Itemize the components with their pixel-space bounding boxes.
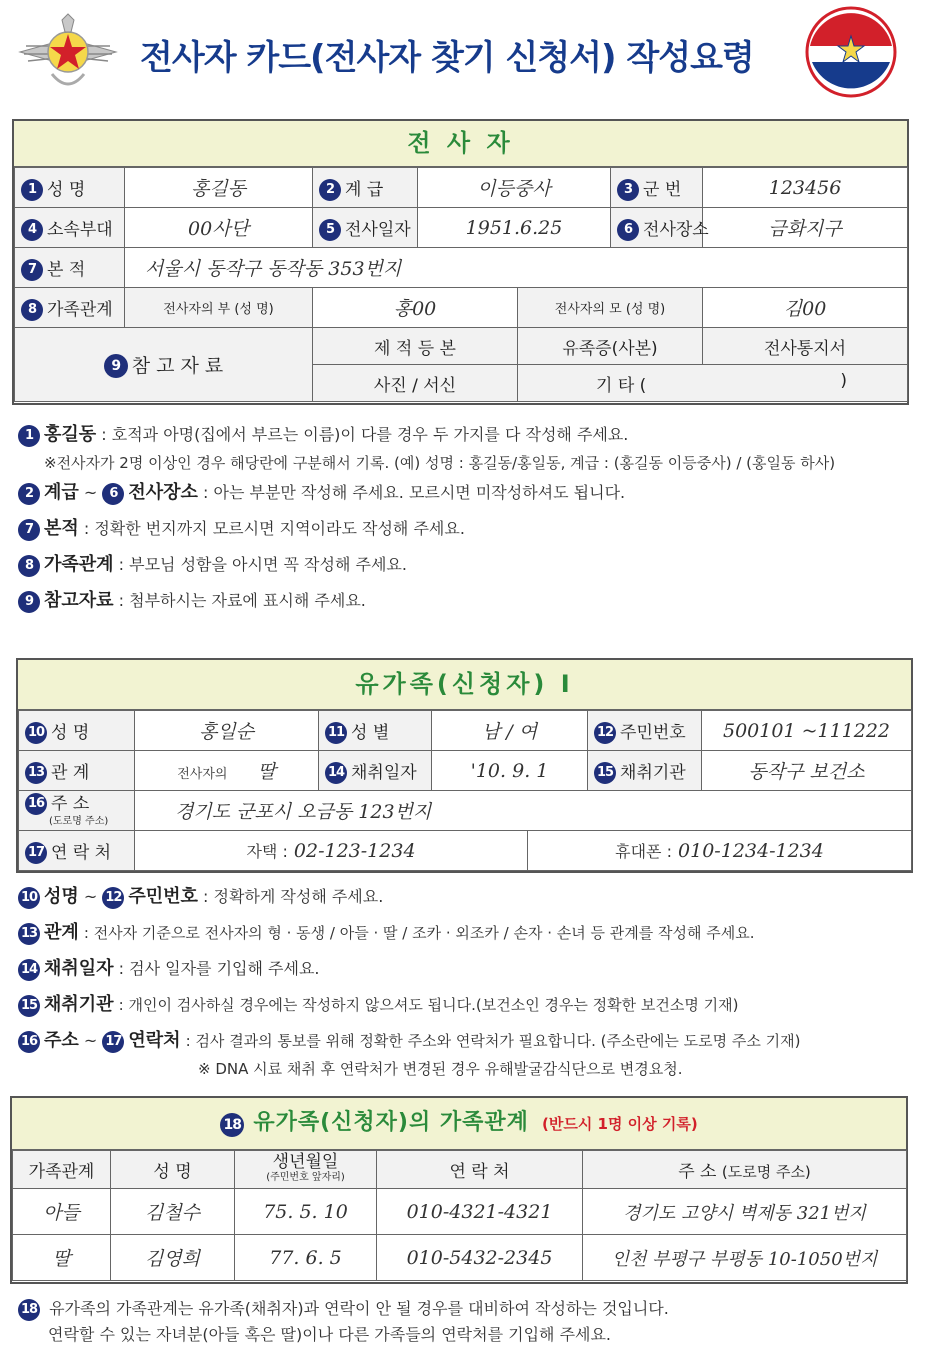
soldier-rank-label: 2 계 급 <box>313 168 418 208</box>
soldier-section <box>12 119 909 405</box>
applicant-mobile-phone[interactable]: 휴대폰 : 010-1234-1234 <box>528 831 912 871</box>
soldier-unit-value[interactable]: 00사단 <box>125 208 313 248</box>
note-item: 18 유가족의 가족관계는 유가족(채취자)과 연락이 안 될 경우를 대비하여 작성하는 것입니다. <box>18 1296 918 1322</box>
father-value[interactable]: 홍00 <box>313 288 518 328</box>
applicant-sample-date-value[interactable]: '10. 9. 1 <box>432 751 588 791</box>
family-birth[interactable]: 75. 5. 10 <box>235 1189 377 1235</box>
applicant-section <box>16 658 913 873</box>
applicant-home-phone[interactable]: 자택 : 02-123-1234 <box>135 831 528 871</box>
soldier-rank-value[interactable]: 이등중사 <box>418 168 611 208</box>
page-title: 전사자 카드(전사자 찾기 신청서) 작성요령 <box>140 38 754 78</box>
soldier-serial-label: 3 군 번 <box>611 168 703 208</box>
soldier-family-label: 8 가족관계 <box>15 288 125 328</box>
note-item: 15 채취기관 : 개인이 검사하실 경우에는 작성하지 않으셔도 됩니다.(보건소인 경우는 정확한 보건소명 기재) <box>18 990 928 1026</box>
soldier-serial-value[interactable]: 123456 <box>703 168 908 208</box>
applicant-section-title: 유가족(신청자) Ⅰ <box>18 660 911 710</box>
family-relation[interactable]: 아들 <box>13 1189 111 1235</box>
applicant-sample-org-value[interactable]: 동작구 보건소 <box>702 751 912 791</box>
family-address[interactable]: 인천 부평구 부평동 10-1050번지 <box>583 1235 907 1281</box>
ref-item-death-notice[interactable]: 전사통지서 <box>703 328 908 365</box>
note-item: 2 계급 ~ 6 전사장소 : 아는 부분만 작성해 주세요. 모르시면 미작성하셔도 됩니다. <box>18 478 918 514</box>
col-address: 주 소 (도로명 주소) <box>583 1151 907 1189</box>
col-phone: 연 락 처 <box>377 1151 583 1189</box>
soldier-death-date-value[interactable]: 1951.6.25 <box>418 208 611 248</box>
table-row <box>13 1235 907 1281</box>
mother-value[interactable]: 김00 <box>703 288 908 328</box>
note-item: 14 채취일자 : 검사 일자를 기입해 주세요. <box>18 954 928 990</box>
applicant-address-value[interactable]: 경기도 군포시 오금동 123번지 <box>135 791 912 831</box>
soldier-origin-value[interactable]: 서울시 동작구 동작동 353번지 <box>125 248 908 288</box>
applicant-sex-value[interactable]: 남 / 여 <box>432 711 588 751</box>
applicant-sample-date-label: 14 채취일자 <box>319 751 432 791</box>
father-label: 전사자의 부 (성 명) <box>125 288 313 328</box>
table-row <box>13 1189 907 1235</box>
family-phone[interactable]: 010-4321-4321 <box>377 1189 583 1235</box>
family-notes <box>18 1296 918 1348</box>
applicant-sex-label: 11 성 별 <box>319 711 432 751</box>
applicant-sample-org-label: 15 채취기관 <box>588 751 702 791</box>
applicant-contact-label: 17 연 락 처 <box>19 831 135 871</box>
soldier-name-value[interactable]: 홍길동 <box>125 168 313 208</box>
note-sub: ※ DNA 시료 채취 후 연락처가 변경된 경우 유해발굴감식단으로 변경요청. <box>198 1060 683 1078</box>
soldier-death-place-label: 6 전사장소 <box>611 208 703 248</box>
soldier-name-label: 1 성 명 <box>15 168 125 208</box>
family-name[interactable]: 김철수 <box>111 1189 235 1235</box>
applicant-name-value[interactable]: 홍일순 <box>135 711 319 751</box>
applicant-rrn-label: 12 주민번호 <box>588 711 702 751</box>
family-name[interactable]: 김영희 <box>111 1235 235 1281</box>
family-birth[interactable]: 77. 6. 5 <box>235 1235 377 1281</box>
note-item: 9 참고자료 : 첨부하시는 자료에 표시해 주세요. <box>18 586 918 622</box>
recovery-agency-emblem-icon <box>802 6 900 98</box>
note-item: 8 가족관계 : 부모님 성함을 아시면 꼭 작성해 주세요. <box>18 550 918 586</box>
col-name: 성 명 <box>111 1151 235 1189</box>
soldier-unit-label: 4 소속부대 <box>15 208 125 248</box>
soldier-death-place-value[interactable]: 금화지구 <box>703 208 908 248</box>
family-section <box>10 1096 908 1284</box>
note-item: 7 본적 : 정확한 번지까지 모르시면 지역이라도 작성해 주세요. <box>18 514 918 550</box>
applicant-name-label: 10 성 명 <box>19 711 135 751</box>
note-item: 10 성명 ~ 12 주민번호 : 정확하게 작성해 주세요. <box>18 882 928 918</box>
ref-item-other[interactable]: 기 타 ( ) <box>518 365 908 402</box>
reference-label: 9 참 고 자 료 <box>15 328 313 402</box>
family-table <box>12 1150 907 1281</box>
soldier-death-date-label: 5 전사일자 <box>313 208 418 248</box>
family-section-title: 18 유가족(신청자)의 가족관계 (반드시 1명 이상 기록) <box>12 1098 906 1150</box>
applicant-address-label: 16 주 소 (도로명 주소) <box>19 791 135 831</box>
soldier-section-title: 전 사 자 <box>14 121 907 167</box>
ref-item-photo-letter[interactable]: 사진 / 서신 <box>313 365 518 402</box>
army-star-emblem-icon <box>16 12 120 96</box>
soldier-table <box>14 167 908 402</box>
applicant-table <box>18 710 912 871</box>
note-item: 1 홍길동 : 호적과 아명(집에서 부르는 이름)이 다를 경우 두 가지를 다 작성해 주세요. <box>18 420 918 448</box>
note-sub: ※전사자가 2명 이상인 경우 해당란에 구분해서 기록. (예) 성명 : 홍길동/홍일동, 계급 : (홍길동 이등중사) / (홍일동 하사) <box>44 454 836 472</box>
family-address[interactable]: 경기도 고양시 벽제동 321번지 <box>583 1189 907 1235</box>
note-sub: 연락할 수 있는 자녀분(아들 혹은 딸)이나 다른 가족들의 연락처를 기입해 주세요. <box>48 1325 612 1344</box>
soldier-origin-label: 7 본 적 <box>15 248 125 288</box>
ref-item-family-register[interactable]: 제 적 등 본 <box>313 328 518 365</box>
ref-item-bereaved-certificate[interactable]: 유족증(사본) <box>518 328 703 365</box>
applicant-rrn-value[interactable]: 500101 ~111222 <box>702 711 912 751</box>
applicant-relation-value[interactable]: 전사자의 딸 <box>135 751 319 791</box>
family-relation[interactable]: 딸 <box>13 1235 111 1281</box>
mother-label: 전사자의 모 (성 명) <box>518 288 703 328</box>
note-item: 16 주소 ~ 17 연락처 : 검사 결과의 통보를 위해 정확한 주소와 연락처가 필요합니다. (주소란에는 도로명 주소 기재) <box>18 1026 928 1054</box>
header <box>0 0 940 110</box>
col-birth: 생년월일 (주민번호 앞자리) <box>235 1151 377 1189</box>
col-relation: 가족관계 <box>13 1151 111 1189</box>
applicant-notes <box>18 882 928 1082</box>
note-item: 13 관계 : 전사자 기준으로 전사자의 형 · 동생 / 아들 · 딸 / 조카 · 외조카 / 손자 · 손녀 등 관계를 작성해 주세요. <box>18 918 928 954</box>
applicant-relation-label: 13 관 계 <box>19 751 135 791</box>
family-phone[interactable]: 010-5432-2345 <box>377 1235 583 1281</box>
soldier-notes <box>18 420 918 622</box>
